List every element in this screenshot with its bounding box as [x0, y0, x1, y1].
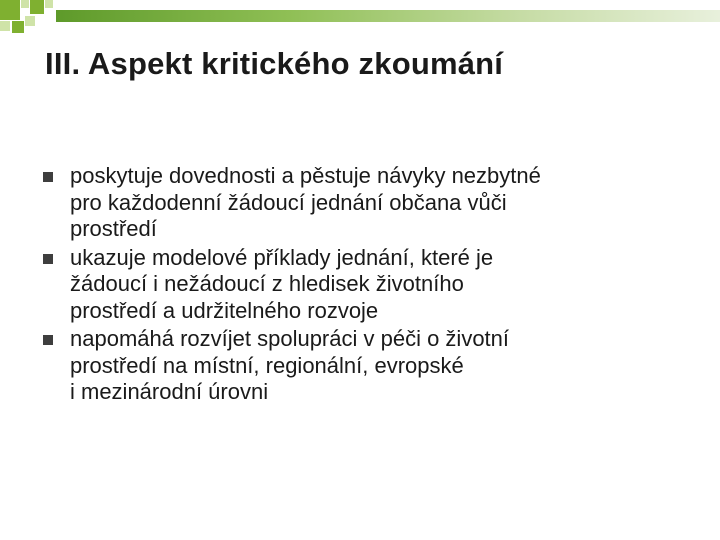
square-bullet-icon	[43, 172, 53, 182]
square-bullet-icon	[43, 254, 53, 264]
bullet-list	[42, 163, 682, 408]
bullet-text: ukazuje modelové příklady jednání, které je žádoucí i nežádoucí z hledisek životního prostředí a udržitelného rozvoje	[70, 244, 494, 323]
slide-title: III. Aspekt kritického zkoumání	[45, 46, 504, 81]
decorative-square	[12, 21, 24, 33]
title-accent-bar	[56, 10, 720, 22]
decorative-square	[25, 16, 35, 26]
list-item	[42, 163, 682, 243]
decorative-square	[30, 0, 44, 14]
list-item	[42, 245, 682, 325]
bullet-text: napomáhá rozvíjet spolupráci v péči o životní prostředí na místní, regionální, evropské i mezinárodní úrovni	[70, 326, 510, 404]
bullet-text: poskytuje dovednosti a pěstuje návyky nezbytné pro každodenní žádoucí jednání občana vůči prostředí	[70, 163, 541, 241]
list-item	[42, 326, 682, 406]
decorative-square	[21, 0, 29, 8]
decorative-square	[45, 0, 53, 8]
decorative-square	[0, 21, 10, 31]
square-bullet-icon	[43, 335, 53, 345]
decorative-square	[0, 0, 20, 20]
